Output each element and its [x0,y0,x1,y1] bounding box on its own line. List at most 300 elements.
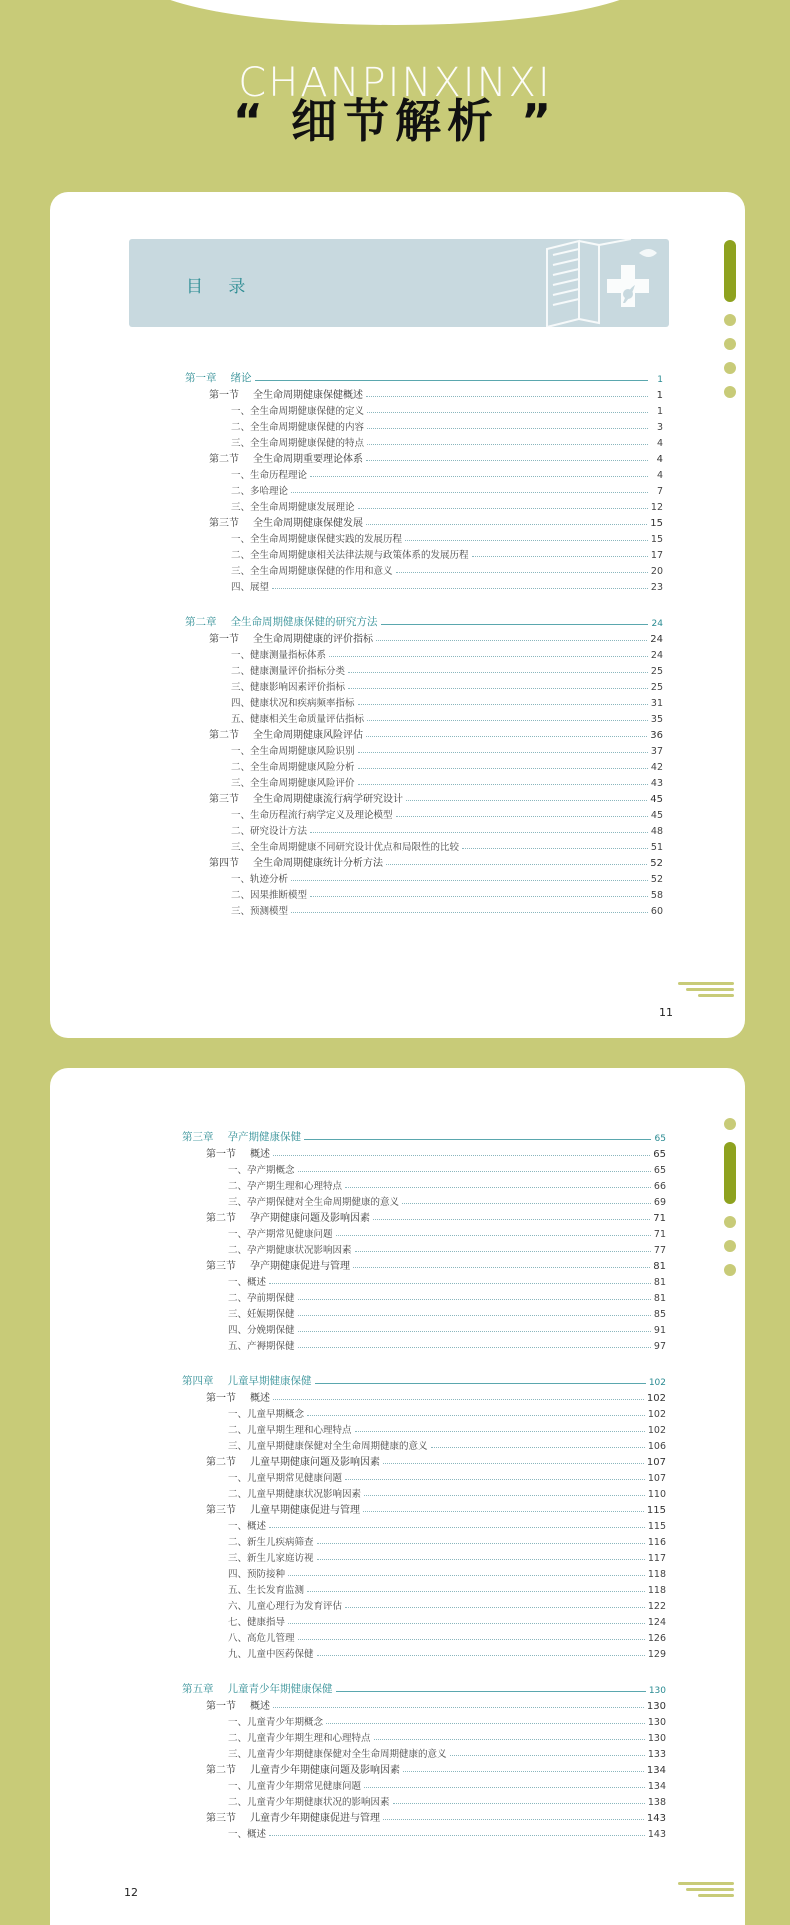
toc-entry-page: 91 [653,1325,666,1336]
toc-entry-label [231,483,288,497]
toc-entry-number: 第二节 [209,454,239,465]
toc-entry-page: 118 [647,1585,666,1596]
toc-entry-title: 因果推断模型 [250,890,308,901]
toc-item-row[interactable] [182,1420,666,1436]
toc-entry-page: 134 [647,1781,666,1792]
toc-item-row[interactable] [185,821,663,837]
toc-entry-page: 102 [646,1393,666,1404]
toc-section-row[interactable] [185,449,663,465]
toc-entry-number: 五、 [228,1585,248,1596]
toc-section-row[interactable] [182,1808,666,1824]
toc-entry-label [206,1809,380,1824]
toc-item-row[interactable] [182,1192,666,1208]
toc-section-row[interactable] [182,1144,666,1160]
toc-entry-page: 115 [647,1521,666,1532]
toc-entry-title: 儿童早期常见健康问题 [247,1473,343,1484]
page-indicator-dot[interactable] [724,386,736,398]
toc-entry-label [209,726,363,741]
toc-item-row[interactable] [185,417,663,433]
toc-entry-label [206,1761,400,1776]
toc-entry-label [206,1453,380,1468]
toc-leader-line [462,848,648,849]
toc-chapter-row[interactable] [185,611,663,629]
toc-leader-line [383,1463,644,1464]
toc-item-row[interactable] [185,757,663,773]
toc-entry-page: 24 [650,634,663,645]
toc-entry-label [228,1646,314,1660]
toc-item-row[interactable] [185,545,663,561]
toc-entry-label [231,695,355,709]
toc-leader-line [358,768,648,769]
toc-entry-label [231,871,288,885]
toc-item-row[interactable] [182,1468,666,1484]
toc-entry-title: 生命历程理论 [250,470,308,481]
toc-leader-line [269,1283,651,1284]
toc-entry-label [231,579,269,593]
toc-entry-title: 全生命周期健康流行病学研究设计 [253,794,403,805]
toc-list-page-1 [185,367,663,917]
toc-entry-number: 三、 [231,682,251,693]
toc-entry-page: 31 [650,698,663,709]
toc-entry-number: 二、 [228,1245,248,1256]
toc-leader-line [358,784,648,785]
toc-entry-page: 65 [654,1134,666,1144]
toc-entry-label [228,1714,323,1728]
toc-entry-label [228,1338,295,1352]
toc-item-row[interactable] [185,885,663,901]
toc-entry-page: 45 [650,794,663,805]
page-indicator [724,240,736,410]
toc-entry-page: 106 [647,1441,666,1452]
toc-entry-page: 97 [653,1341,666,1352]
toc-entry-label [228,1598,342,1612]
toc-leader-line [374,1739,645,1740]
toc-item-row[interactable] [185,645,663,661]
toc-entry-page: 66 [653,1181,666,1192]
toc-entry-number: 三、 [231,906,251,917]
toc-section-row[interactable] [182,1696,666,1712]
toc-entry-label [228,1306,295,1320]
toc-item-row[interactable] [185,709,663,725]
toc-leader-line [386,864,647,865]
toc-leader-line [307,1415,645,1416]
toc-item-row[interactable] [185,433,663,449]
toc-leader-line [364,1495,645,1496]
toc-entry-title: 孕产期健康保健 [227,1131,301,1143]
toc-entry-page: 37 [650,746,663,757]
toc-section-row[interactable] [182,1388,666,1404]
toc-leader-line [273,1707,644,1708]
toc-item-row[interactable] [182,1288,666,1304]
toc-entry-label [231,647,326,661]
toc-entry-label [228,1730,371,1744]
toc-entry-page: 65 [653,1165,666,1176]
toc-chapter-row[interactable] [185,367,663,385]
toc-entry-number: 二、 [231,486,251,497]
toc-item-row[interactable] [182,1792,666,1808]
toc-entry-title: 全生命周期健康的评价指标 [253,634,373,645]
page-indicator-dot[interactable] [724,1118,736,1130]
toc-entry-number: 二、 [231,890,251,901]
toc-leader-line [272,588,648,589]
toc-item-row[interactable] [182,1272,666,1288]
toc-chapter-row[interactable] [182,1370,666,1388]
toc-entry-label [209,790,403,805]
toc-item-row[interactable] [185,661,663,677]
toc-entry-number: 二、 [228,1489,248,1500]
toc-entry-title: 全生命周期健康不同研究设计优点和局限性的比较 [250,842,460,853]
toc-entry-page: 129 [647,1649,666,1660]
toc-entry-label [231,775,355,789]
toc-entry-label [228,1566,285,1580]
toc-entry-page: 130 [647,1733,666,1744]
toc-leader-line [291,492,648,493]
toc-entry-label [231,711,364,725]
toc-entry-page: 115 [646,1505,666,1516]
toc-item-row[interactable] [182,1176,666,1192]
toc-entry-label [231,419,364,433]
toc-entry-number: 一、 [228,1165,248,1176]
toc-entry-page: 24 [650,650,663,661]
toc-item-row[interactable] [182,1240,666,1256]
page-indicator-dot[interactable] [724,314,736,326]
toc-item-row[interactable] [185,837,663,853]
toc-section-row[interactable] [182,1452,666,1468]
toc-item-row[interactable] [182,1744,666,1760]
toc-entry-label [228,1162,295,1176]
toc-item-row[interactable] [182,1484,666,1500]
toc-leader-line [406,800,647,801]
toc-entry-title: 孕产期常见健康问题 [247,1229,333,1240]
toc-entry-page: 36 [650,730,663,741]
toc-leader-line [288,1623,645,1624]
toc-leader-line [304,1139,651,1140]
toc-item-row[interactable] [182,1516,666,1532]
toc-entry-number: 第一节 [206,1701,236,1712]
toc-item-row[interactable] [185,901,663,917]
toc-entry-label [228,1746,447,1760]
toc-chapter-row[interactable] [182,1126,666,1144]
toc-entry-page: 71 [653,1213,666,1224]
toc-section-row[interactable] [185,725,663,741]
toc-entry-label [228,1470,342,1484]
toc-entry-number: 七、 [228,1617,248,1628]
toc-entry-page: 17 [650,550,663,561]
toc-entry-number: 二、 [228,1425,248,1436]
toc-leader-line [364,1787,645,1788]
toc-entry-title: 孕产期健康问题及影响因素 [250,1213,370,1224]
toc-entry-number: 九、 [228,1649,248,1660]
toc-entry-label [231,435,364,449]
toc-entry-number: 二、 [231,550,251,561]
toc-entry-label [228,1322,295,1336]
toc-entry-title: 高危儿管理 [247,1633,295,1644]
toc-entry-number: 一、 [231,406,251,417]
toc-leader-line [348,672,648,673]
toc-entry-number: 五、 [231,714,251,725]
toc-entry-title: 概述 [247,1521,267,1532]
toc-item-row[interactable] [185,561,663,577]
toc-entry-label [228,1226,333,1240]
toc-leader-line [269,1835,645,1836]
toc-entry-title: 多哈理论 [250,486,289,497]
toc-entry-title: 孕产期生理和心理特点 [247,1181,343,1192]
toc-leader-line [358,704,648,705]
toc-list-page-2 [182,1126,666,1840]
toc-item-row[interactable] [182,1824,666,1840]
toc-leader-line [403,1771,644,1772]
toc-entry-page: 1 [656,406,663,417]
toc-entry-number: 六、 [228,1601,248,1612]
toc-section-row[interactable] [182,1760,666,1776]
toc-entry-number: 二、 [228,1293,248,1304]
toc-entry-title: 儿童早期健康保健 [227,1375,312,1387]
toc-item-row[interactable] [182,1336,666,1352]
toc-entry-page: 81 [653,1277,666,1288]
toc-entry-page: 1 [657,375,663,385]
toc-entry-number: 二、 [228,1733,248,1744]
toc-item-row[interactable] [182,1580,666,1596]
toc-entry-number: 一、 [228,1781,248,1792]
toc-entry-label [182,1681,333,1696]
toc-item-row[interactable] [185,529,663,545]
toc-leader-line [298,1347,651,1348]
toc-entry-label [231,679,345,693]
toc-entry-page: 58 [650,890,663,901]
toc-entry-title: 儿童青少年期健康问题及影响因素 [250,1765,400,1776]
toc-entry-label [209,630,373,645]
toc-item-row[interactable] [182,1404,666,1420]
toc-entry-number: 二、 [228,1181,248,1192]
toc-section-row[interactable] [182,1256,666,1272]
toc-leader-line [393,1803,645,1804]
toc-entry-number: 八、 [228,1633,248,1644]
toc-entry-title: 新生儿疾病筛查 [247,1537,314,1548]
toc-entry-title: 轨迹分析 [250,874,289,885]
toc-leader-line [336,1691,646,1692]
toc-entry-label [231,759,355,773]
toc-item-row[interactable] [185,805,663,821]
toc-entry-number: 三、 [228,1197,248,1208]
page-indicator-dot[interactable] [724,1240,736,1252]
toc-section-row[interactable] [185,629,663,645]
toc-entry-page: 45 [650,810,663,821]
toc-leader-line [366,736,647,737]
toc-item-row[interactable] [185,497,663,513]
toc-leader-line [273,1399,644,1400]
toc-entry-label [231,563,393,577]
toc-entry-title: 全生命周期健康风险评估 [253,730,363,741]
toc-leader-line [345,1187,651,1188]
toc-entry-number: 二、 [231,666,251,677]
toc-entry-label [231,743,355,757]
toc-section-row[interactable] [185,385,663,401]
toc-item-row[interactable] [182,1160,666,1176]
page-indicator-dot[interactable] [724,338,736,350]
toc-item-row[interactable] [182,1532,666,1548]
toc-leader-line [396,572,648,573]
toc-entry-label [206,1257,350,1272]
page-indicator-dot[interactable] [724,1264,736,1276]
toc-item-row[interactable] [185,401,663,417]
toc-section-row[interactable] [182,1500,666,1516]
toc-item-row[interactable] [182,1564,666,1580]
toc-item-row[interactable] [185,869,663,885]
toc-leader-line [298,1299,651,1300]
toc-entry-page: 116 [647,1537,666,1548]
toc-entry-page: 130 [647,1717,666,1728]
toc-leader-line [363,1511,644,1512]
toc-leader-line [298,1331,651,1332]
toc-leader-line [255,380,649,381]
toc-entry-title: 全生命周期健康保健的研究方法 [230,616,378,628]
toc-item-row[interactable] [182,1612,666,1628]
toc-leader-line [405,540,648,541]
toc-item-row[interactable] [185,577,663,593]
toc-entry-title: 生长发育监测 [247,1585,305,1596]
toc-item-row[interactable] [182,1224,666,1240]
toc-entry-number: 一、 [231,746,251,757]
toc-section-row[interactable] [182,1208,666,1224]
toc-entry-number: 四、 [228,1569,248,1580]
toc-entry-title: 儿童早期生理和心理特点 [247,1425,352,1436]
toc-entry-title: 儿童青少年期健康保健 [227,1683,333,1695]
toc-entry-title: 绪论 [230,372,252,384]
toc-entry-page: 7 [656,486,663,497]
toc-leader-line [345,1479,645,1480]
toc-entry-number: 一、 [231,874,251,885]
toc-leader-line [355,1431,645,1432]
toc-leader-line [291,912,648,913]
toc-entry-page: 15 [650,518,663,529]
toc-item-row[interactable] [182,1628,666,1644]
toc-entry-page: 25 [650,666,663,677]
toc-entry-title: 分娩期保健 [247,1325,295,1336]
toc-item-row[interactable] [182,1644,666,1660]
toc-leader-line [310,476,648,477]
toc-leader-line [298,1171,651,1172]
toc-entry-number: 三、 [228,1309,248,1320]
toc-entry-number: 三、 [231,438,251,449]
toc-entry-page: 118 [647,1569,666,1580]
toc-item-row[interactable] [185,677,663,693]
toc-entry-label [209,450,363,465]
toc-item-row[interactable] [185,481,663,497]
toc-item-row[interactable] [185,465,663,481]
toc-entry-title: 儿童心理行为发育评估 [247,1601,343,1612]
toc-entry-label [228,1550,314,1564]
toc-item-row[interactable] [182,1776,666,1792]
toc-leader-line [373,1219,650,1220]
toc-entry-page: 23 [650,582,663,593]
toc-entry-number: 第二节 [206,1457,236,1468]
toc-item-row[interactable] [182,1712,666,1728]
toc-item-row[interactable] [182,1548,666,1564]
toc-entry-label [231,903,288,917]
toc-entry-number: 三、 [231,778,251,789]
toc-item-row[interactable] [185,693,663,709]
toc-banner-title: 目 录 [186,277,256,297]
toc-entry-page: 143 [647,1829,666,1840]
toc-entry-page: 124 [647,1617,666,1628]
toc-entry-title: 儿童青少年期健康状况的影响因素 [247,1797,390,1808]
toc-item-row[interactable] [182,1304,666,1320]
toc-leader-line [367,444,648,445]
toc-entry-number: 二、 [231,422,251,433]
toc-item-row[interactable] [185,773,663,789]
toc-entry-title: 儿童青少年期概念 [247,1717,324,1728]
toc-section-row[interactable] [185,789,663,805]
toc-entry-number: 第三章 [182,1131,214,1143]
toc-entry-label [228,1826,266,1840]
toc-entry-title: 儿童青少年期生理和心理特点 [247,1733,371,1744]
toc-entry-label [231,839,459,853]
toc-entry-label [209,386,363,401]
page-indicator [724,1118,736,1288]
toc-section-row[interactable] [185,853,663,869]
toc-leader-line [402,1203,651,1204]
toc-chapter-row[interactable] [182,1678,666,1696]
toc-entry-number: 第一节 [209,390,239,401]
toc-leader-line [366,524,647,525]
toc-leader-line [472,556,648,557]
page-indicator-dot-active[interactable] [724,240,736,302]
page-indicator-dot[interactable] [724,1216,736,1228]
toc-section-row[interactable] [185,513,663,529]
page-number: 11 [659,1006,673,1019]
toc-item-row[interactable] [182,1596,666,1612]
toc-item-row[interactable] [182,1320,666,1336]
toc-leader-line [381,624,649,625]
toc-entry-number: 一、 [228,1521,248,1532]
toc-entry-label [228,1290,295,1304]
toc-entry-number: 第三节 [206,1813,236,1824]
toc-entry-title: 全生命周期健康保健概述 [253,390,363,401]
toc-entry-label [228,1582,304,1596]
toc-entry-number: 三、 [231,842,251,853]
toc-leader-line [269,1527,645,1528]
toc-entry-page: 52 [650,874,663,885]
toc-item-row[interactable] [182,1436,666,1452]
toc-entry-title: 孕产期健康状况影响因素 [247,1245,352,1256]
toc-entry-label [228,1614,285,1628]
toc-entry-label [209,854,383,869]
toc-entry-number: 三、 [231,566,251,577]
toc-entry-label [228,1518,266,1532]
toc-entry-page: 4 [656,438,663,449]
toc-leader-line [376,640,647,641]
toc-entry-title: 儿童早期健康促进与管理 [250,1505,360,1516]
toc-entry-number: 第二节 [206,1765,236,1776]
toc-entry-page: 3 [656,422,663,433]
toc-entry-title: 研究设计方法 [250,826,308,837]
toc-entry-number: 二、 [231,762,251,773]
page-indicator-dot-active[interactable] [724,1142,736,1204]
toc-item-row[interactable] [185,741,663,757]
toc-entry-title: 孕产期健康促进与管理 [250,1261,350,1272]
page-indicator-dot[interactable] [724,362,736,374]
toc-entry-label [182,1129,301,1144]
toc-leader-line [367,720,648,721]
toc-entry-title: 全生命周期健康保健的内容 [250,422,365,433]
toc-leader-line [353,1267,650,1268]
toc-item-row[interactable] [182,1728,666,1744]
toc-entry-label [228,1242,352,1256]
toc-entry-title: 全生命周期健康保健的特点 [250,438,365,449]
toc-entry-title: 儿童早期健康保健对全生命周期健康的意义 [247,1441,428,1452]
toc-entry-title: 概述 [250,1393,270,1404]
toc-entry-title: 生命历程流行病学定义及理论模型 [250,810,393,821]
